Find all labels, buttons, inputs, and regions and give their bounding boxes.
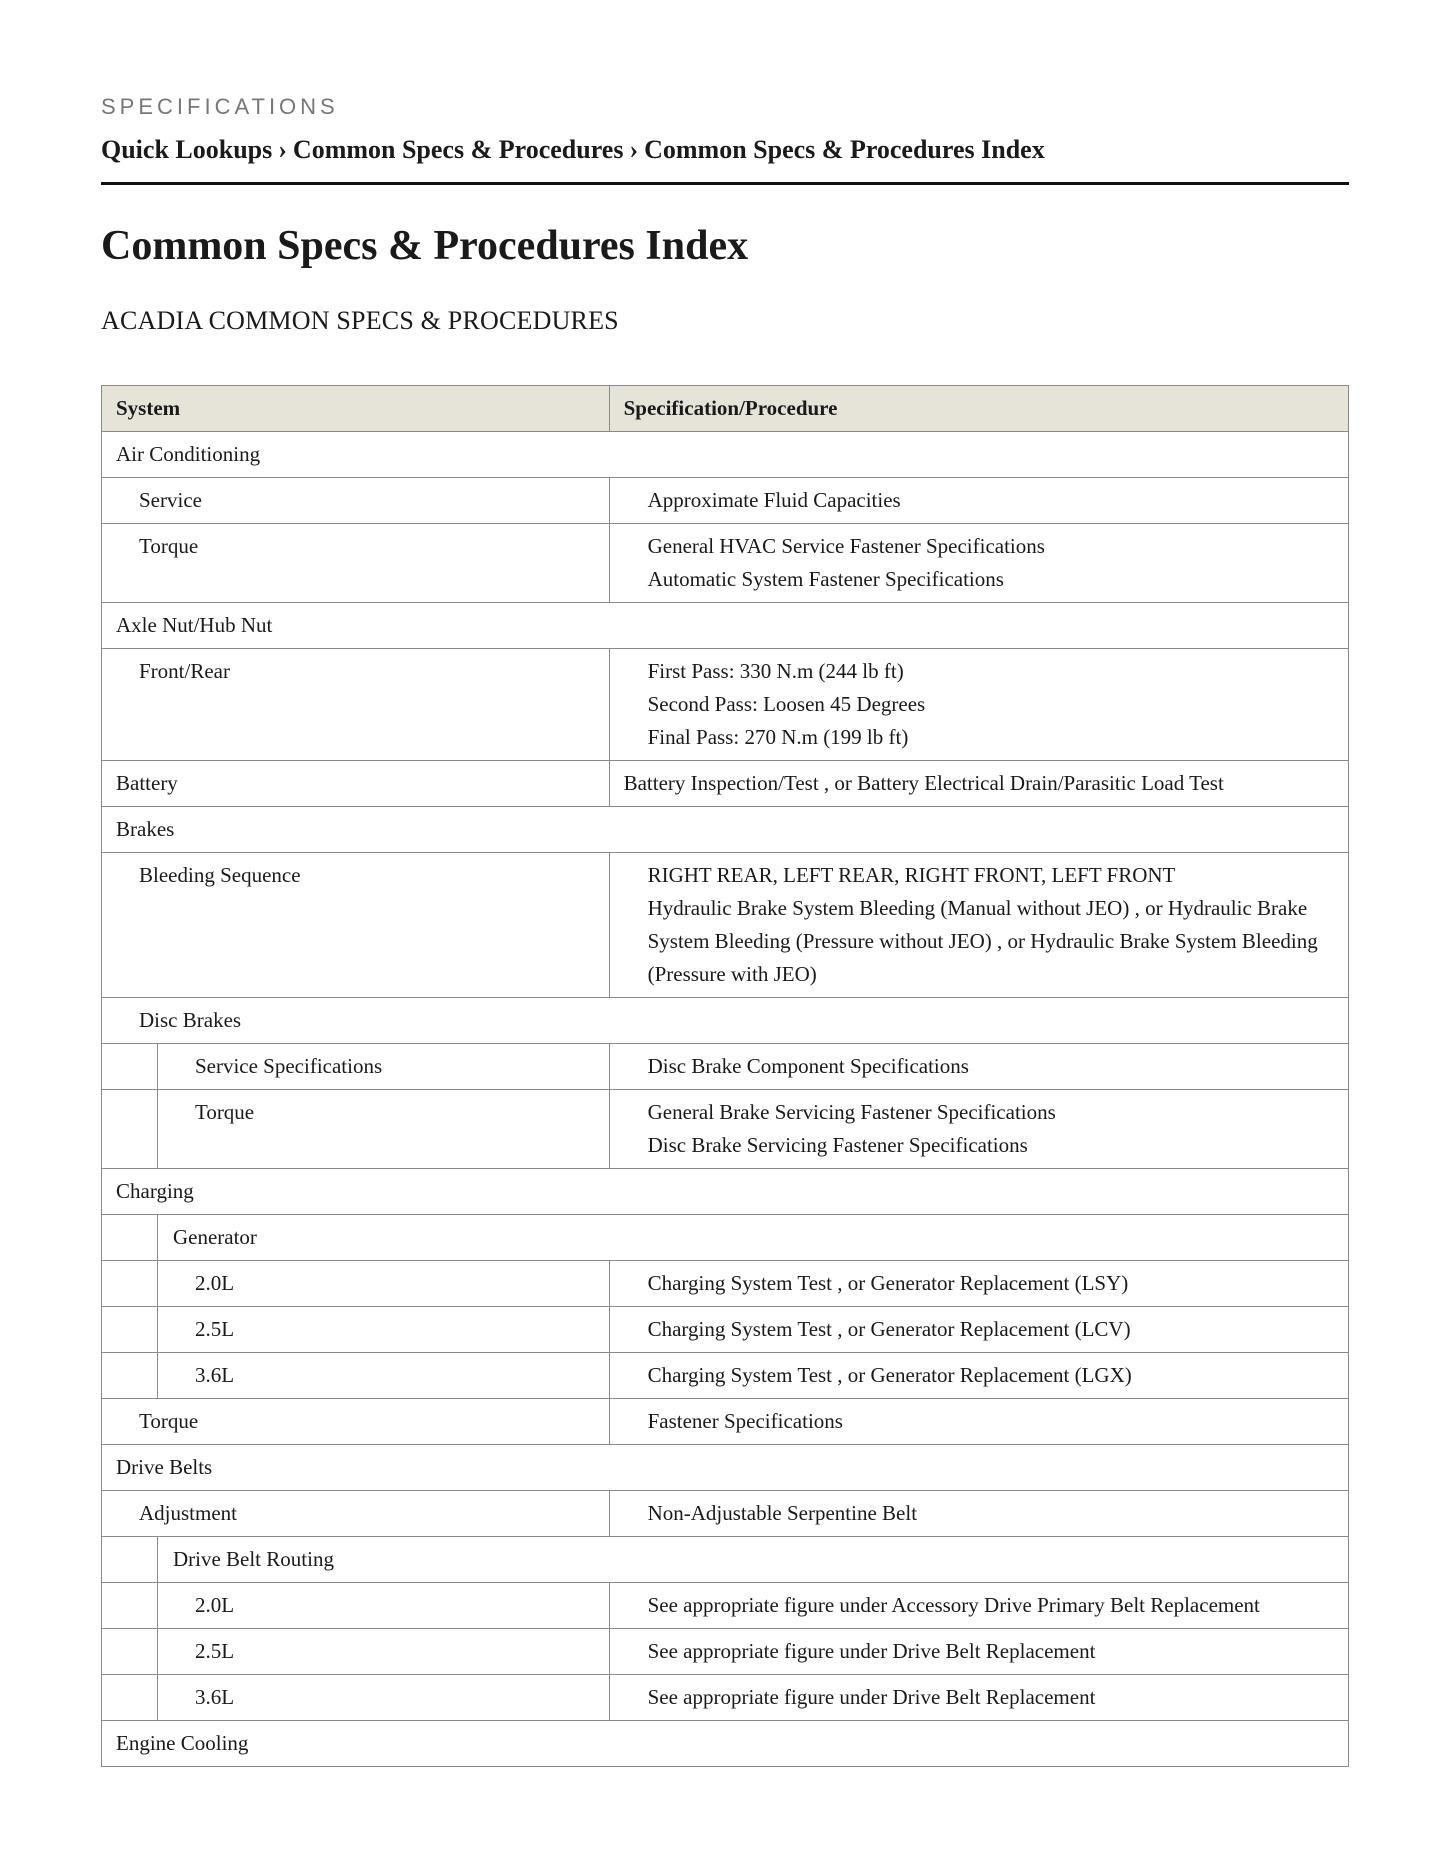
table-row [102, 603, 1349, 649]
spec-link[interactable]: Hydraulic Brake System Bleeding (Manual without JEO) , or Hydraulic Brake System Bleeding (Pressure without JEO) , or Hydraulic Brake System Bleeding (Pressure with JEO) [647, 896, 1318, 986]
spec-cell: Non-Adjustable Serpentine Belt [609, 1491, 1348, 1537]
table-row [102, 1675, 1349, 1721]
subsystem-group-generator: Generator [157, 1215, 1348, 1261]
spec-value: RIGHT REAR, LEFT REAR, RIGHT FRONT, LEFT FRONT [647, 863, 1176, 887]
indent-spacer [102, 1090, 158, 1169]
table-row [102, 1353, 1349, 1399]
subsystem-cell: Torque [102, 1399, 610, 1445]
system-group-drive-belts: Drive Belts [102, 1445, 1349, 1491]
table-row [102, 1215, 1349, 1261]
indent-spacer [102, 1583, 158, 1629]
spec-value: Second Pass: Loosen 45 Degrees [647, 692, 926, 716]
table-row [102, 432, 1349, 478]
subsystem-cell: Service Specifications [157, 1044, 609, 1090]
page-title: Common Specs & Procedures Index [101, 223, 749, 269]
subsystem-cell: Torque [157, 1090, 609, 1169]
subsystem-cell: Bleeding Sequence [102, 853, 610, 998]
spec-cell[interactable]: Charging System Test , or Generator Replacement (LGX) [609, 1353, 1348, 1399]
indent-spacer [102, 1353, 158, 1399]
spec-cell[interactable]: Battery Inspection/Test , or Battery Electrical Drain/Parasitic Load Test [609, 761, 1348, 807]
indent-spacer [102, 1675, 158, 1721]
indent-spacer [102, 1044, 158, 1090]
table-row [102, 807, 1349, 853]
indent-spacer [102, 1215, 158, 1261]
spec-cell[interactable]: Approximate Fluid Capacities [609, 478, 1348, 524]
table-header-row [102, 386, 1349, 432]
subsystem-cell: 2.5L [157, 1307, 609, 1353]
table-row [102, 1445, 1349, 1491]
subsystem-cell: 3.6L [157, 1675, 609, 1721]
spec-cell[interactable]: See appropriate figure under Accessory Drive Primary Belt Replacement [609, 1583, 1348, 1629]
table-row [102, 853, 1349, 998]
subsystem-cell: 2.0L [157, 1261, 609, 1307]
table-row [102, 1307, 1349, 1353]
table-row [102, 1583, 1349, 1629]
table-row [102, 1261, 1349, 1307]
indent-spacer [102, 1261, 158, 1307]
table-row [102, 649, 1349, 761]
indent-spacer [102, 1629, 158, 1675]
table-row [102, 761, 1349, 807]
subsystem-cell: 3.6L [157, 1353, 609, 1399]
table-row [102, 1044, 1349, 1090]
header-divider [101, 182, 1349, 185]
spec-cell [609, 853, 1348, 998]
table-row [102, 1721, 1349, 1767]
table-row [102, 1537, 1349, 1583]
breadcrumb-item-quick-lookups[interactable]: Quick Lookups [101, 135, 273, 164]
spec-cell[interactable]: See appropriate figure under Drive Belt Replacement [609, 1675, 1348, 1721]
indent-spacer [102, 1537, 158, 1583]
table-row [102, 1169, 1349, 1215]
table-row [102, 478, 1349, 524]
breadcrumb [101, 134, 1349, 166]
spec-cell[interactable]: Charging System Test , or Generator Replacement (LSY) [609, 1261, 1348, 1307]
system-group-battery: Battery [102, 761, 610, 807]
system-group-axle-nut: Axle Nut/Hub Nut [102, 603, 1349, 649]
spec-link[interactable]: Disc Brake Servicing Fastener Specifications [647, 1133, 1028, 1157]
breadcrumb-separator: › [629, 135, 639, 164]
spec-value: Final Pass: 270 N.m (199 lb ft) [647, 725, 909, 749]
column-header-system: System [102, 386, 610, 432]
specs-table [101, 385, 1349, 1767]
spec-value: First Pass: 330 N.m (244 lb ft) [647, 659, 904, 683]
spec-cell[interactable]: Fastener Specifications [609, 1399, 1348, 1445]
subsystem-cell: Front/Rear [102, 649, 610, 761]
spec-link[interactable]: General Brake Servicing Fastener Specifications [647, 1100, 1056, 1124]
table-row [102, 1491, 1349, 1537]
subsystem-cell: 2.5L [157, 1629, 609, 1675]
breadcrumb-item-index: Common Specs & Procedures Index [644, 135, 1045, 164]
table-row [102, 998, 1349, 1044]
subsystem-cell: 2.0L [157, 1583, 609, 1629]
breadcrumb-item-common-specs[interactable]: Common Specs & Procedures [292, 135, 624, 164]
indent-spacer [102, 1307, 158, 1353]
column-header-specification: Specification/Procedure [609, 386, 1348, 432]
subsystem-group-belt-routing: Drive Belt Routing [157, 1537, 1348, 1583]
table-row [102, 1629, 1349, 1675]
subsystem-cell: Service [102, 478, 610, 524]
spec-cell [609, 1090, 1348, 1169]
table-row [102, 1399, 1349, 1445]
spec-link[interactable]: General HVAC Service Fastener Specifications [647, 534, 1045, 558]
system-group-charging: Charging [102, 1169, 1349, 1215]
page-subtitle: ACADIA COMMON SPECS & PROCEDURES [101, 306, 619, 335]
breadcrumb-separator: › [278, 135, 287, 164]
spec-cell [609, 649, 1348, 761]
spec-cell [609, 524, 1348, 603]
subsystem-cell: Torque [102, 524, 610, 603]
spec-cell[interactable]: See appropriate figure under Drive Belt Replacement [609, 1629, 1348, 1675]
table-row [102, 524, 1349, 603]
table-row [102, 1090, 1349, 1169]
spec-link[interactable]: Automatic System Fastener Specifications [647, 567, 1004, 591]
subsystem-group-disc-brakes: Disc Brakes [102, 998, 1349, 1044]
system-group-brakes: Brakes [102, 807, 1349, 853]
subsystem-cell: Adjustment [102, 1491, 610, 1537]
system-group-air-conditioning: Air Conditioning [102, 432, 1349, 478]
spec-cell[interactable]: Charging System Test , or Generator Replacement (LCV) [609, 1307, 1348, 1353]
section-eyebrow: SPECIFICATIONS [101, 94, 339, 119]
system-group-engine-cooling: Engine Cooling [102, 1721, 1349, 1767]
spec-cell[interactable]: Disc Brake Component Specifications [609, 1044, 1348, 1090]
document-page [101, 94, 1349, 1767]
